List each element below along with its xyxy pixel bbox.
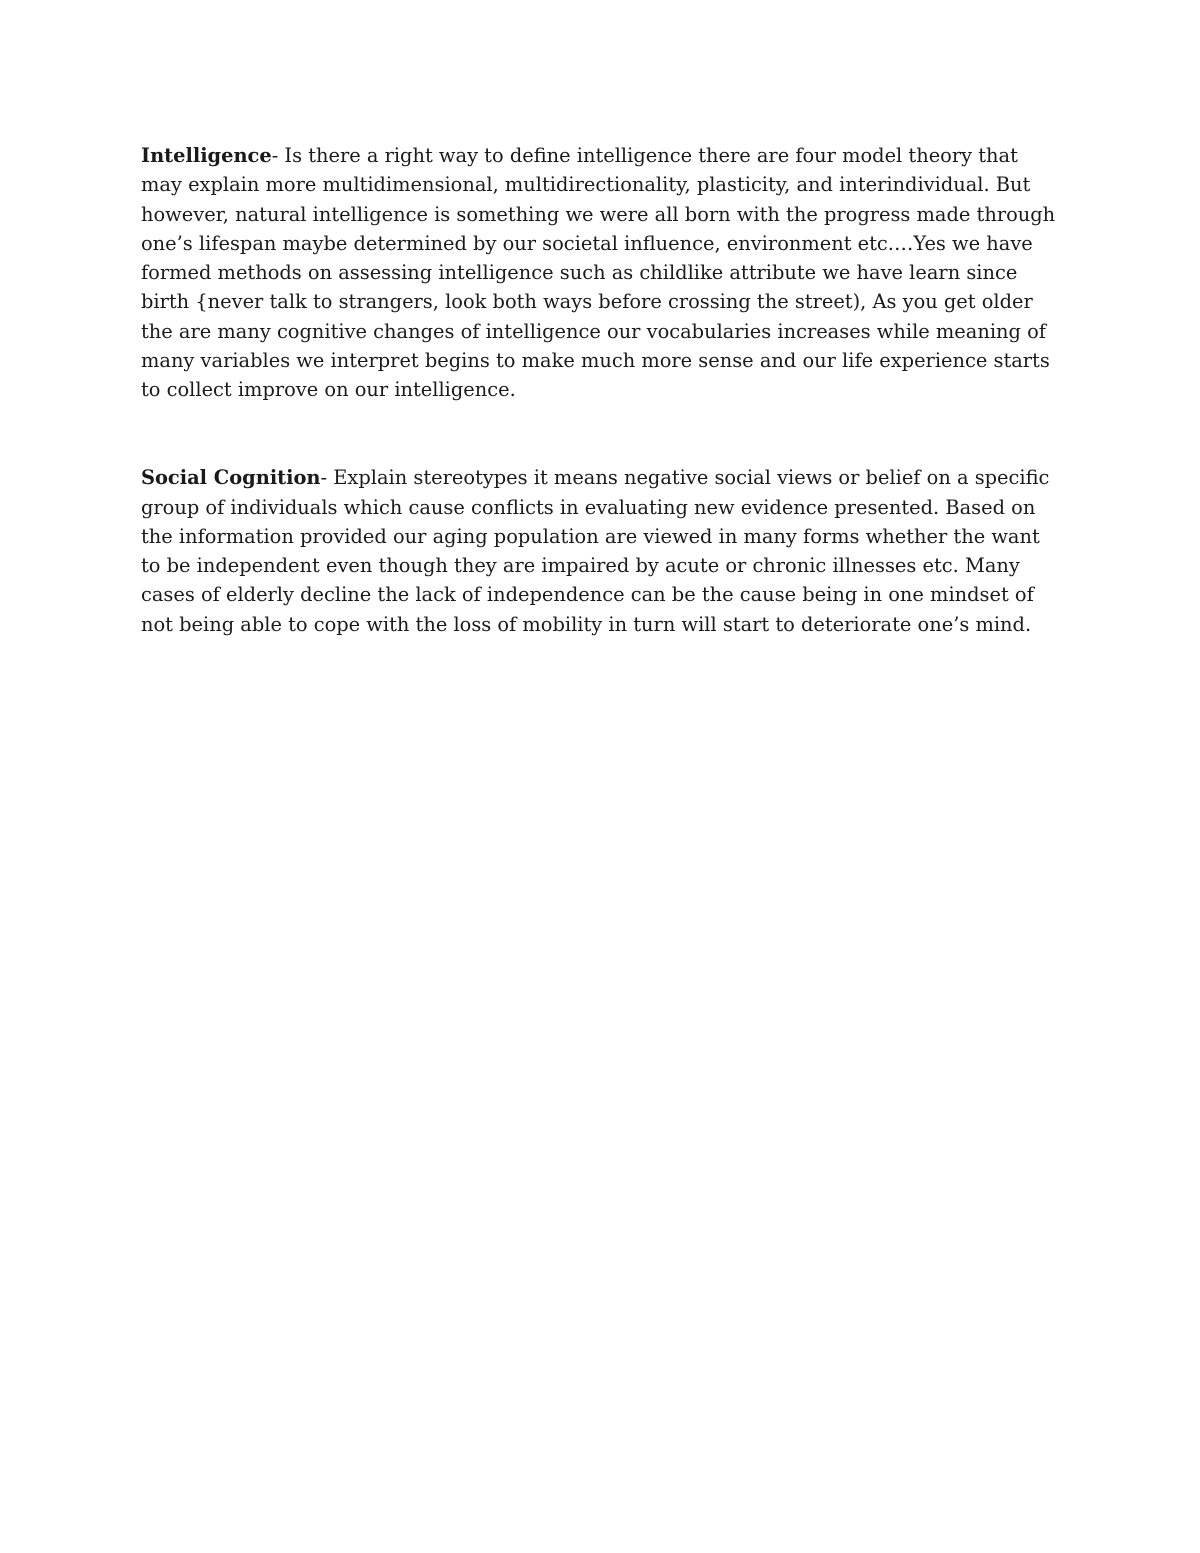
paragraph-intelligence [141, 141, 1061, 405]
paragraph-social-cognition-text: - Explain stereotypes it means negative social views or belief on a specific group of individuals which cause conflicts in evaluating new evidence presented. Based on the information provided our aging population are viewed in many forms whether the want to be independent even though they are impaired by acute or chronic illnesses etc. Many cases of elderly decline the lack of independence can be the cause being in one mindset of not being able to cope with the loss of mobility in turn will start to deteriorate one’s mind. [141, 466, 1050, 636]
term-intelligence: Intelligence [141, 144, 272, 167]
paragraph-social-cognition [141, 463, 1061, 639]
paragraph-intelligence-text: - Is there a right way to define intelligence there are four model theory that may explain more multidimensional, multidirectionality, plasticity, and interindividual. But however, natural intelligence is something we were all born with the progress made through one’s lifespan maybe determined by our societal influence, environment etc.…Yes we have formed methods on assessing intelligence such as childlike attribute we have learn since birth {never talk to strangers, look both ways before crossing the street), As you get older the are many cognitive changes of intelligence our vocabularies increases while meaning of many variables we interpret begins to make much more sense and our life experience starts to collect improve on our intelligence. [141, 144, 1056, 402]
term-social-cognition: Social Cognition [141, 466, 321, 490]
document-body [141, 141, 1061, 639]
